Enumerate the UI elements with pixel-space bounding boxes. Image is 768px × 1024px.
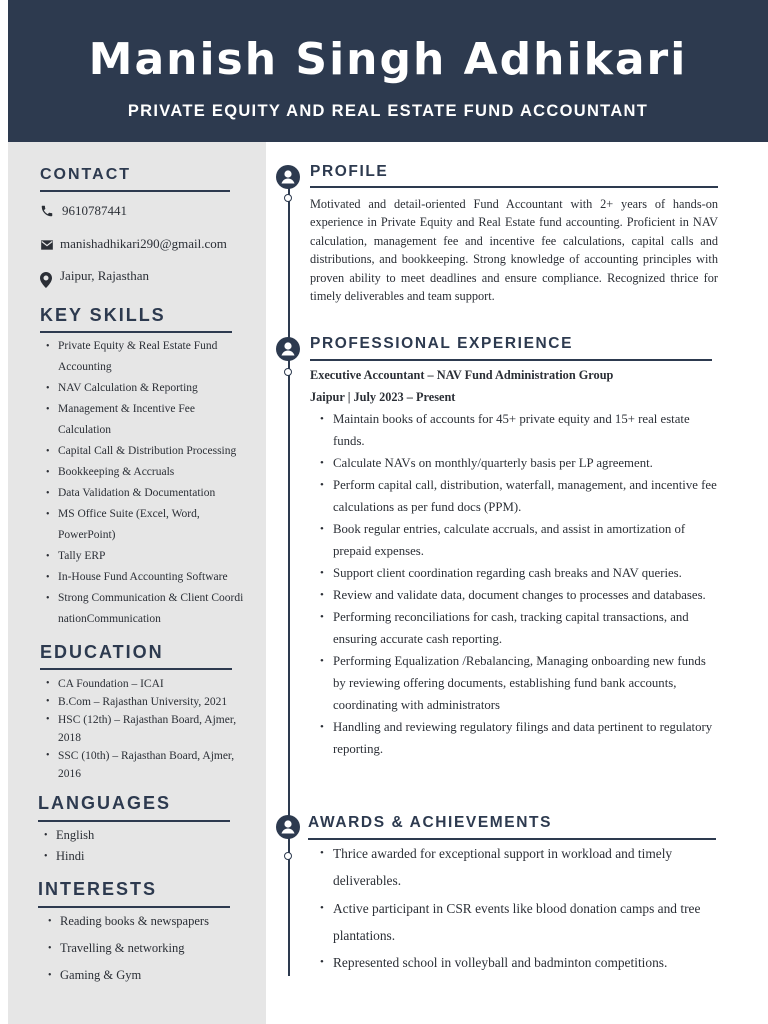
timeline-dot [284,852,292,860]
timeline-dot [284,194,292,202]
list-item: • Gaming & Gym [46,962,246,989]
list-item: • Hindi [42,846,242,867]
languages-divider [38,820,230,822]
contact-divider [40,190,230,192]
list-item: • Private Equity & Real Estate Fund Accounting [44,336,244,378]
list-item: • HSC (12th) – Rajasthan Board, Ajmer, 2018 [44,711,254,747]
mail-icon [40,239,54,251]
list-item: • Travelling & networking [46,935,246,962]
list-item: • Handling and reviewing regulatory filings and data pertinent to regulatory reporting. [318,716,718,760]
location-text: Jaipur, Rajasthan [60,268,150,283]
list-item: • English [42,825,242,846]
list-item: • Book regular entries, calculate accruals, and assist in amortization of prepaid expenses. [318,518,718,562]
list-item: • SSC (10th) – Rajasthan Board, Ajmer, 2016 [44,747,254,783]
list-item: • CA Foundation – ICAI [44,675,254,693]
profile-divider [310,186,718,188]
education-divider [40,668,232,670]
list-item: • Review and validate data, document changes to processes and databases. [318,584,718,606]
interests-list [46,908,246,989]
user-icon [276,815,300,839]
skills-heading: KEY SKILLS [40,305,166,325]
list-item: • Capital Call & Distribution Processing [44,441,244,462]
section-icon [276,815,300,839]
list-item: • Bookkeeping & Accruals [44,462,244,483]
list-item: • Performing reconciliations for cash, tracking capital transactions, and ensuring accurate cash reporting. [318,606,718,650]
list-item: • Calculate NAVs on monthly/quarterly basis per LP agreement. [318,452,718,474]
list-item: • B.Com – Rajasthan University, 2021 [44,693,254,711]
awards-list [318,840,718,976]
section-icon [276,337,300,361]
languages-list [42,825,242,867]
location-pin-icon [40,272,52,288]
skills-list [44,336,244,630]
page-edge [0,0,8,120]
education-heading: EDUCATION [40,642,164,662]
list-item: • In-House Fund Accounting Software [44,567,244,588]
profile-summary: Motivated and detail-oriented Fund Accountant with 2+ years of hands-on experience in Private Equity and Real Estate fund accounting. Proficient in NAV calculation, management fee and incentive fee calculations, capital calls and distributions, and bookkeeping. Strong knowledge of accounting principles with proven ability to meet deadlines and ensure compliance. Recognized thrice for timely deliverables and team support. [310,197,718,304]
contact-heading: CONTACT [40,166,132,183]
list-item: • Strong Communication & Client CoordinationCommunication [44,588,244,630]
job-title: PRIVATE EQUITY AND REAL ESTATE FUND ACCOUNTANT [127,102,649,120]
list-item: • MS Office Suite (Excel, Word, PowerPoint) [44,504,244,546]
skills-divider [40,331,232,333]
list-item: • Perform capital call, distribution, waterfall, management, and incentive fee calculations as per fund docs (PPM). [318,474,718,518]
list-item: • Tally ERP [44,546,244,567]
list-item: • Represented school in volleyball and badminton competitions. [318,949,718,976]
job-role: Executive Accountant – NAV Fund Administration Group [310,368,614,382]
list-item: • Management & Incentive Fee Calculation [44,399,244,441]
list-item: • Support client coordination regarding cash breaks and NAV queries. [318,562,718,584]
list-item: • Performing Equalization /Rebalancing, Managing onboarding new funds by reviewing offering documents, establishing fund bank accounts, coordinating with administrators [318,650,718,716]
timeline-dot [284,368,292,376]
experience-heading: PROFESSIONAL EXPERIENCE [310,335,574,352]
list-item: • Reading books & newspapers [46,908,246,935]
education-list [44,675,254,783]
header-banner [8,0,768,142]
job-meta: Jaipur | July 2023 – Present [310,390,456,404]
user-icon [276,337,300,361]
interests-heading: INTERESTS [38,879,158,899]
list-item: • Active participant in CSR events like blood donation camps and tree plantations. [318,895,718,950]
phone-number: 9610787441 [62,203,127,218]
languages-heading: LANGUAGES [38,793,172,813]
experience-divider [310,359,712,361]
awards-heading: AWARDS & ACHIEVEMENTS [308,814,553,831]
profile-heading: PROFILE [310,163,389,180]
list-item: • Maintain books of accounts for 45+ private equity and 15+ real estate funds. [318,408,718,452]
list-item: • Data Validation & Documentation [44,483,244,504]
experience-list [318,408,718,760]
list-item: • Thrice awarded for exceptional support in workload and timely deliverables. [318,840,718,895]
section-icon [276,165,300,189]
list-item: • NAV Calculation & Reporting [44,378,244,399]
phone-icon [40,204,54,218]
email-address: manishadhikari290@gmail.com [60,236,227,251]
candidate-name: Manish Singh Adhikari [88,34,688,85]
user-icon [276,165,300,189]
